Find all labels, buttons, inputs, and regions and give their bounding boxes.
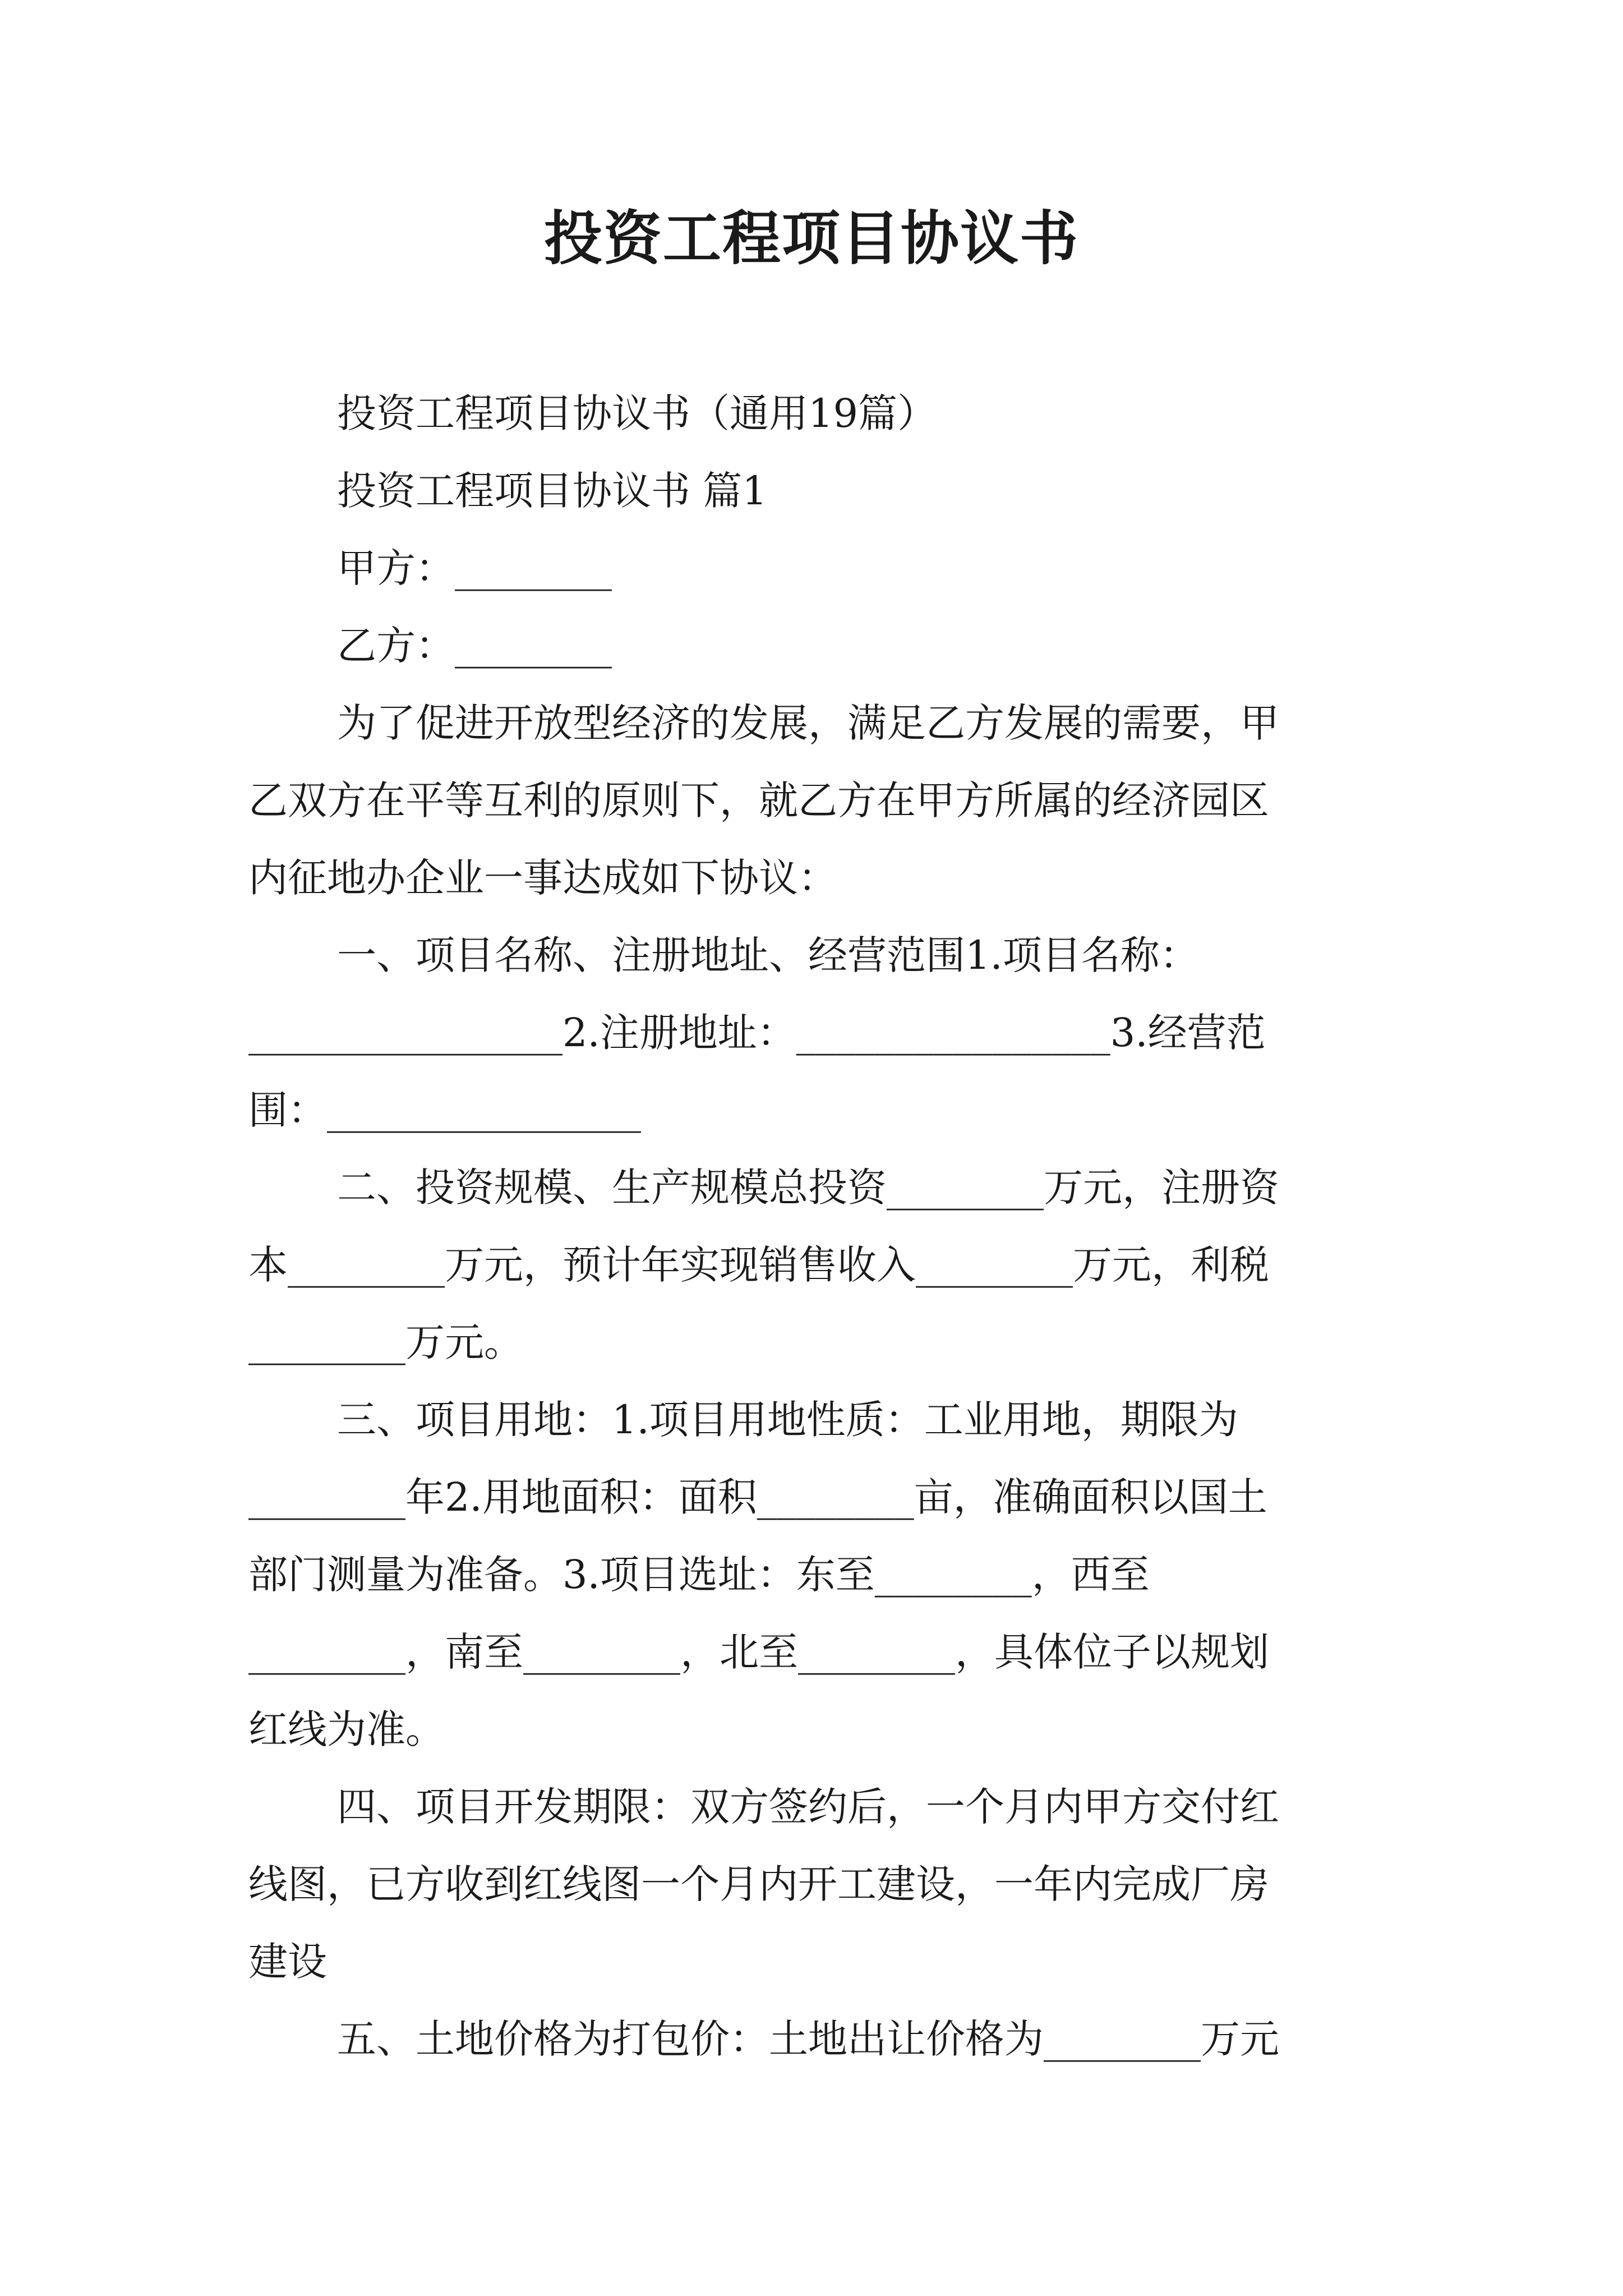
paragraph-line: 建设 [248, 1939, 327, 1985]
paragraph-line: ________万元。 [248, 1319, 523, 1365]
paragraph-line: 红线为准。 [248, 1706, 445, 1752]
subtitle: 投资工程项目协议书（通用19篇） [337, 390, 937, 436]
paragraph-line: 五、土地价格为打包价：土地出让价格为________万元 [337, 2016, 1279, 2062]
clause-2-paragraph [248, 1149, 1376, 1381]
document-title: 投资工程项目协议书 [543, 204, 1079, 273]
paragraph-line: 乙双方在平等互利的原则下，就乙方在甲方所属的经济园区 [248, 777, 1269, 823]
paragraph-line: 四、项目开发期限：双方签约后，一个月内甲方交付红 [337, 1784, 1279, 1830]
clause-3-paragraph [248, 1381, 1376, 1768]
clause-4-paragraph [248, 1768, 1376, 2000]
intro-paragraph [248, 684, 1376, 917]
paragraph-line: 本________万元，预计年实现销售收入________万元，利税 [248, 1242, 1269, 1288]
paragraph-line: 一、项目名称、注册地址、经营范围1.项目名称： [337, 932, 1199, 978]
clause-1-paragraph [248, 917, 1376, 1149]
paragraph-line: 二、投资规模、生产规模总投资________万元，注册资 [337, 1165, 1279, 1211]
party-b-line: 乙方：________ [337, 623, 612, 669]
clause-5-paragraph [248, 2000, 1376, 2078]
paragraph-line: 线图，已方收到红线图一个月内开工建设，一年内完成厂房 [248, 1861, 1269, 1907]
paragraph-line: 部门测量为准备。3.项目选址：东至________，西至 [248, 1552, 1150, 1598]
section-heading: 投资工程项目协议书 篇1 [337, 468, 767, 514]
party-a-line: 甲方：________ [337, 545, 612, 591]
paragraph-line: ________________2.注册地址：________________3.经营范 [248, 1010, 1266, 1056]
paragraph-line: 围：________________ [248, 1087, 641, 1133]
paragraph-line: ________，南至________，北至________，具体位子以规划 [248, 1629, 1269, 1675]
paragraph-line: ________年2.用地面积：面积________亩，准确面积以国土 [248, 1474, 1267, 1520]
document-body [248, 375, 1376, 2078]
paragraph-line: 为了促进开放型经济的发展，满足乙方发展的需要，甲 [337, 700, 1279, 746]
paragraph-line: 三、项目用地：1.项目用地性质：工业用地，期限为 [337, 1397, 1238, 1443]
paragraph-line: 内征地办企业一事达成如下协议： [248, 855, 837, 901]
